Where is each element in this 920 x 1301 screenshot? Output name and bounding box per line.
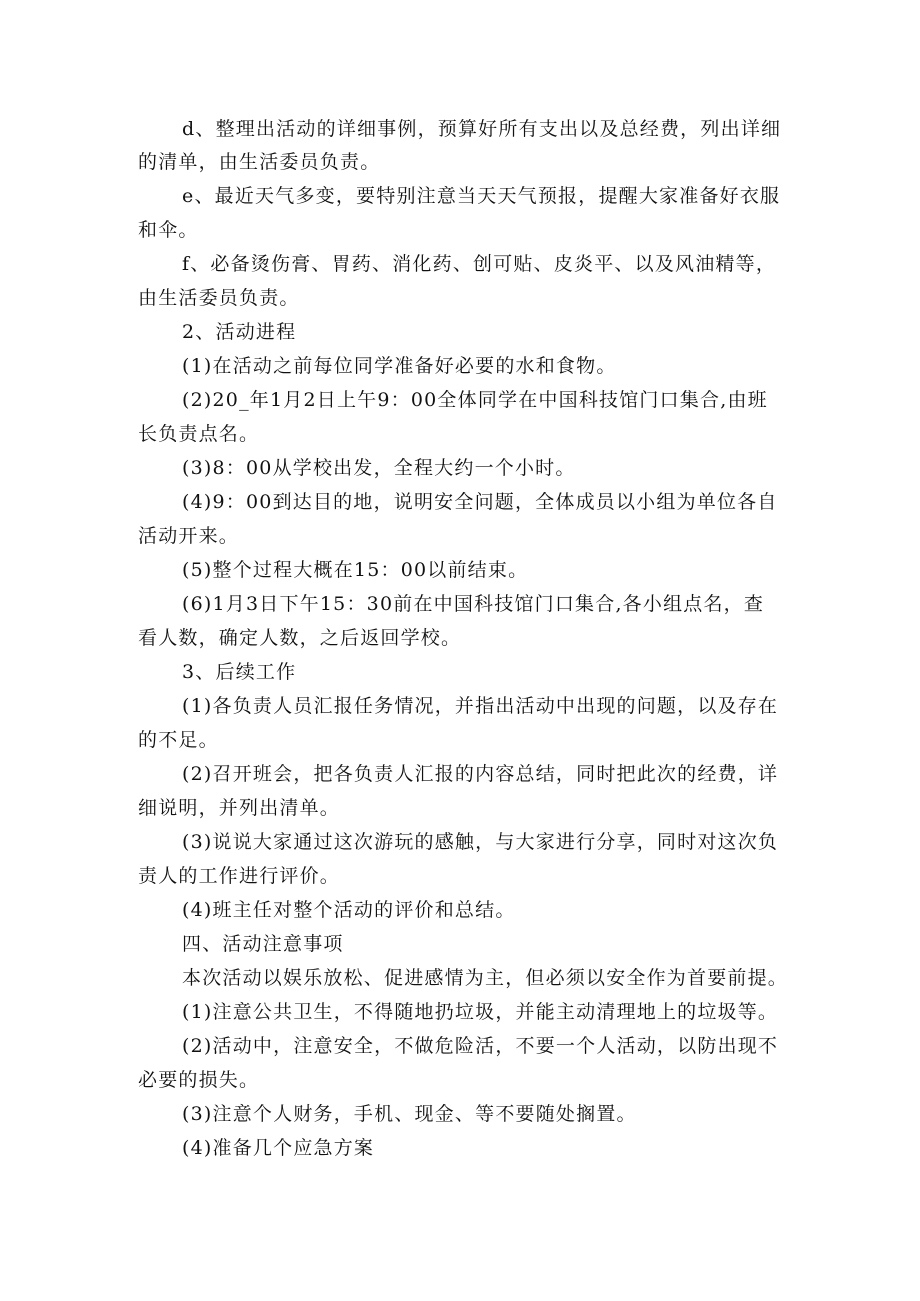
progress-item-1: (1)在活动之前每位同学准备好必要的水和食物。 (182, 355, 617, 377)
precaution-item-1: (1)注意公共卫生，不得随地扔垃圾，并能主动清理地上的垃圾等。 (182, 1001, 779, 1023)
progress-item-3: (3)8：00从学校出发，全程大约一个小时。 (182, 457, 576, 479)
follow-up-item-3-line-1: (3)说说大家通过这次游玩的感触，与大家进行分享，同时对这次负 (182, 831, 779, 853)
progress-item-4-line-2: 活动开来。 (138, 525, 240, 547)
item-e-line-2: 和伞。 (138, 219, 199, 241)
follow-up-item-2-line-2: 细说明，并列出清单。 (138, 797, 341, 819)
precaution-item-2-line-1: (2)活动中，注意安全，不做危险活，不要一个人活动，以防出现不 (182, 1035, 779, 1057)
progress-item-5: (5)整个过程大概在15：00以前结束。 (182, 559, 529, 581)
progress-item-6-line-2: 看人数，确定人数，之后返回学校。 (138, 627, 462, 649)
follow-up-item-1-line-1: (1)各负责人员汇报任务情况，并指出活动中出现的问题，以及存在 (182, 695, 779, 717)
follow-up-item-2-line-1: (2)召开班会，把各负责人汇报的内容总结，同时把此次的经费，详 (182, 763, 779, 785)
item-e-line-1: e、最近天气多变，要特别注意当天天气预报，提醒大家准备好衣服 (182, 185, 781, 207)
item-f-line-1: f、必备烫伤膏、胃药、消化药、创可贴、皮炎平、以及风油精等， (182, 253, 777, 275)
item-d-line-2: 的清单，由生活委员负责。 (138, 151, 381, 173)
item-d-line-1: d、整理出活动的详细事例，预算好所有支出以及总经费，列出详细 (182, 118, 782, 140)
follow-up-item-4: (4)班主任对整个活动的评价和总结。 (182, 899, 516, 921)
progress-item-2-line-1: (2)20_年1月2日上午9：00全体同学在中国科技馆门口集合,由班 (182, 389, 768, 411)
precautions-intro: 本次活动以娱乐放松、促进感情为主，但必须以安全作为首要前提。 (182, 967, 789, 989)
progress-item-6-line-1: (6)1月3日下午15：30前在中国科技馆门口集合,各小组点名，查 (182, 593, 765, 615)
section-heading-precautions: 四、活动注意事项 (182, 933, 344, 955)
progress-item-4-line-1: (4)9：00到达目的地，说明安全问题，全体成员以小组为单位各自 (182, 491, 778, 513)
section-heading-follow-up: 3、后续工作 (182, 661, 297, 683)
follow-up-item-1-line-2: 的不足。 (138, 729, 219, 751)
precaution-item-4: (4)准备几个应急方案 (182, 1137, 375, 1159)
progress-item-2-line-2: 长负责点名。 (138, 423, 260, 445)
precaution-item-3: (3)注意个人财务，手机、现金、等不要随处搁置。 (182, 1103, 637, 1125)
follow-up-item-3-line-2: 责人的工作进行评价。 (138, 865, 341, 887)
section-heading-progress: 2、活动进程 (182, 321, 297, 343)
item-f-line-2: 由生活委员负责。 (138, 287, 300, 309)
precaution-item-2-line-2: 必要的损失。 (138, 1069, 260, 1091)
